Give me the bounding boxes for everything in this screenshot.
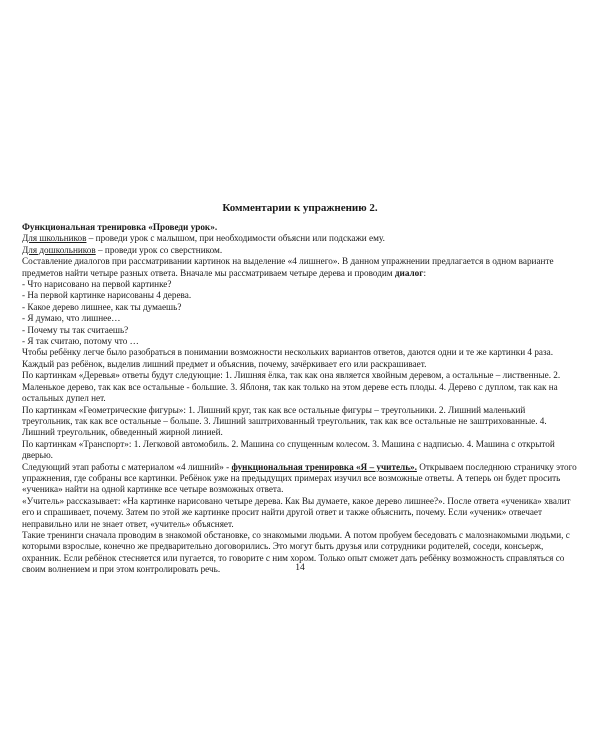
intro-text: Составление диалогов при рассматривании картинок на выделение «4 лишнего». В данном упражнении предлагается в одном варианте предметов найти четыре разных ответа. Вначале мы рассматриваем четыре дерева и проводим	[22, 256, 554, 278]
paragraph: Такие тренинги сначала проводим в знакомой обстановке, со знакомыми людьми. А потом пробуем беседовать с малознакомыми людьми, с которыми взрослые, конечно же предварительно договорились. Это могут быть друзья или сотрудники родителей, соседи, консьерж, охранник. Если ребёнок стесняется или пугается, то говорите с ним хором. Только опыт сможет дать ребёнку возможность справляться со своим волнением и при этом контролировать речь.	[22, 529, 570, 575]
preschool-text: – проведи урок со сверстником.	[95, 244, 223, 255]
schoolkids-text: – проведи урок с малышом, при необходимости объясни или подскажи ему.	[86, 233, 385, 244]
paragraph: По картинкам «Геометрические фигуры»: 1. Лишний круг, так как все остальные фигуры – треугольники. 2. Лишний маленький треугольник, так как все остальные – больше. 3. Лишний заштрихованный треугольник, так как все остальные не заштрихованные. 4. Лишний треугольник, обведенный жирной линией.	[22, 404, 547, 438]
dialog-line: - Какое дерево лишнее, как ты думаешь?	[22, 301, 182, 312]
dialog-line: - Что нарисовано на первой картинке?	[22, 279, 172, 290]
dialog-line: - Я думаю, что лишнее…	[22, 313, 121, 324]
schoolkids-label: Для школьников	[22, 233, 87, 244]
preschool-label: Для дошкольников	[22, 244, 96, 255]
intro-end: :	[423, 267, 426, 278]
section-heading: Функциональная тренировка «Проведи урок».	[22, 222, 218, 232]
teacher-training-title: функциональная тренировка «Я – учитель».	[231, 461, 417, 472]
page-title: Комментарии к упражнению 2.	[222, 202, 378, 214]
paragraph: По картинкам «Транспорт»: 1. Легковой автомобиль. 2. Машина со спущенным колесом. 3. Машина с надписью. 4. Машина с открытой дверью.	[22, 438, 555, 461]
preschool-line	[22, 245, 578, 256]
paragraph-intro	[22, 256, 578, 279]
teacher-text-start: Следующий этап работы с материалом «4 лишний» -	[22, 461, 232, 472]
schoolkids-line	[22, 233, 578, 244]
document-body	[22, 222, 578, 576]
paragraph: Чтобы ребёнку легче было разобраться в понимании возможности нескольких вариантов ответов, даются одни и те же картинки 4 раза. Каждый раз ребёнок, выделив лишний предмет и объяснив, почему, зачёркивает его или раскрашивает.	[22, 347, 554, 369]
teacher-text-end: Открываем последнюю страничку этого упражнения, где собраны все картинки. Ребёнок уже на предыдущих примерах изучил все возможные ответы. А теперь он будет просить «ученика» найти на одной картинке все четыре возможных ответа.	[22, 461, 577, 495]
paragraph: «Учитель» рассказывает: «На картинке нарисовано четыре дерева. Как Вы думаете, какое дерево лишнее?». После ответа «ученика» хвалит его и спрашивает, почему. Затем по этой же картинке просит найти другой ответ и также объяснить, почему. Если «ученик» отвечает неправильно или не знает ответ, «учитель» объясняет.	[22, 495, 571, 529]
page-number: 14	[295, 563, 305, 573]
paragraph-teacher	[22, 462, 578, 496]
paragraph: По картинкам «Деревья» ответы будут следующие: 1. Лишняя ёлка, так как она является хвойным деревом, а остальные – лиственные. 2. Маленькое дерево, так как все остальные - большие. 3. Яблоня, так как только на этом дереве есть плоды. 4. Дерево с дуплом, так как на остальных дупел нет.	[22, 370, 561, 404]
intro-bold: диалог	[394, 267, 424, 278]
dialog-line: - На первой картинке нарисованы 4 дерева.	[22, 290, 192, 301]
dialog-line: - Я так считаю, потому что …	[22, 336, 139, 347]
dialog-line: - Почему ты так считаешь?	[22, 324, 129, 335]
